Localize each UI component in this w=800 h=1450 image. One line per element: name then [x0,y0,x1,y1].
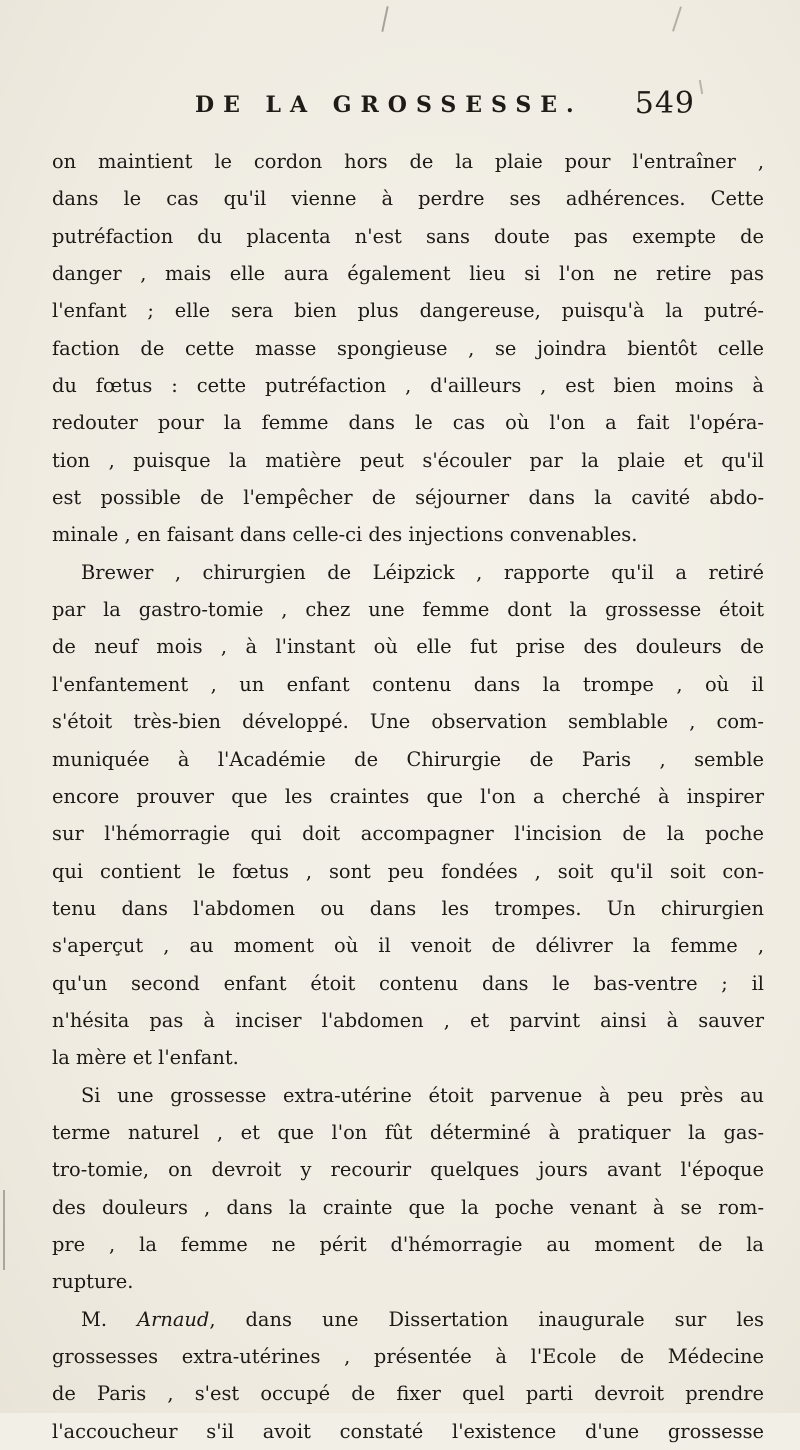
ink-speck [672,6,682,31]
page-edge-mark [3,1190,5,1270]
text-line: par la gastro-tomie , chez une femme dont la grossesse étoit [52,598,764,622]
text-line: qui contient le fœtus , sont peu fondées , soit qu'il soit con- [52,859,764,883]
text-line: de neuf mois , à l'instant où elle fut prise des douleurs de [52,635,764,659]
paragraph-start-line: Brewer , chirurgien de Léipzick , rapporte qu'il a retiré [81,560,764,584]
text-line: muniquée à l'Académie de Chirurgie de Paris , semble [52,747,764,771]
text-line: grossesses extra-utérines , présentée à l'Ecole de Médecine [52,1345,764,1368]
text-line: on maintient le cordon hors de la plaie pour l'entraîner , [52,150,764,173]
paragraph-start-line: Si une grossesse extra-utérine étoit parvenue à peu près au [81,1083,764,1107]
text-line: tion , puisque la matière peut s'écouler par la plaie et qu'il [52,448,764,472]
text-line: s'aperçut , au moment où il venoit de délivrer la femme , [52,934,764,958]
text-line: est possible de l'empêcher de séjourner dans la cavité abdo- [52,486,764,510]
text-line: encore prouver que les craintes que l'on a cherché à inspirer [52,784,764,808]
text-line: pre , la femme ne périt d'hémorragie au moment de la [52,1232,764,1256]
text-line: terme naturel , et que l'on fût déterminé à pratiquer la gas- [52,1120,764,1144]
text-line: la mère et l'enfant. [52,1046,239,1070]
text-line: redouter pour la femme dans le cas où l'on a fait l'opéra- [52,411,764,435]
text-line: putréfaction du placenta n'est sans doute pas exempte de [52,224,764,248]
text-line: l'accoucheur s'il avoit constaté l'existence d'une grossesse [52,1419,764,1443]
running-head [195,86,755,130]
text-line: qu'un second enfant étoit contenu dans le bas-ventre ; il [52,971,764,995]
text-line: de Paris , s'est occupé de fixer quel parti devroit prendre [52,1382,764,1406]
text-line: des douleurs , dans la crainte que la poche venant à se rom- [52,1195,764,1219]
text-line: s'étoit très-bien développé. Une observation semblable , com- [52,710,764,734]
text-line: n'hésita pas à inciser l'abdomen , et parvint ainsi à sauver [52,1008,764,1032]
running-title: DE LA GROSSESSE. [195,92,583,118]
text-line: du fœtus : cette putréfaction , d'ailleurs , est bien moins à [52,374,764,398]
text-line: tenu dans l'abdomen ou dans les trompes. Un chirurgien [52,896,764,920]
author-title: M. [81,1307,138,1331]
text-line: dans le cas qu'il vienne à perdre ses adhérences. Cette [52,187,764,211]
line-rest: , dans une Dissertation inaugurale sur les [209,1307,765,1331]
text-line: l'enfantement , un enfant contenu dans la trompe , où il [52,672,764,696]
author-name: Arnaud [137,1307,210,1331]
paragraph-start-line [52,1301,764,1338]
text-line: sur l'hémorragie qui doit accompagner l'incision de la poche [52,822,764,846]
body-text [52,143,764,1450]
page-number: 549 [634,86,695,121]
ink-speck [381,6,388,32]
text-line: l'enfant ; elle sera bien plus dangereuse, puisqu'à la putré- [52,299,764,323]
text-line: faction de cette masse spongieuse , se joindra bientôt celle [52,336,764,360]
text-line: danger , mais elle aura également lieu si l'on ne retire pas [52,262,764,286]
text-line: rupture. [52,1270,134,1294]
text-line: tro-tomie, on devroit y recourir quelques jours avant l'époque [52,1158,764,1182]
text-line: minale , en faisant dans celle-ci des injections convenables. [52,523,638,547]
